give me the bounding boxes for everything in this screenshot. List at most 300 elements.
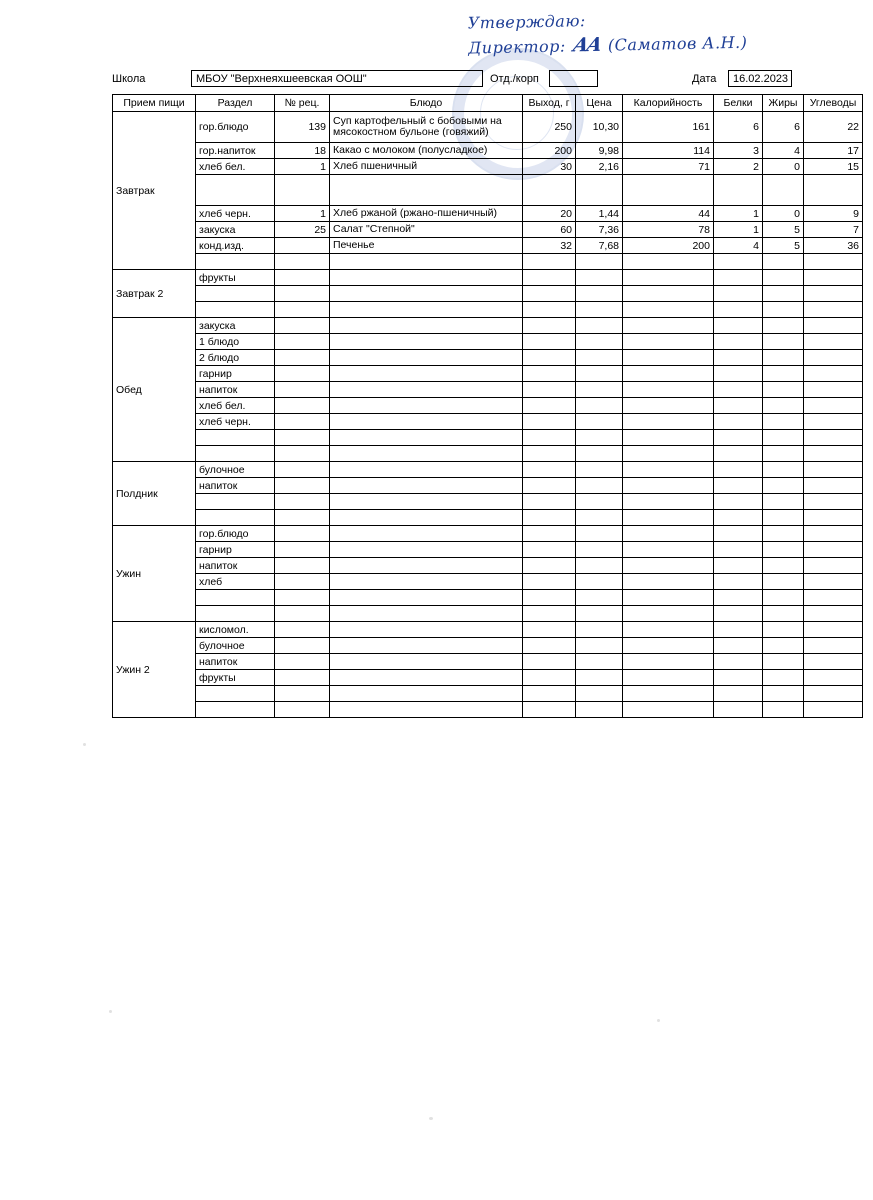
fat-cell[interactable]	[763, 638, 804, 654]
section-cell[interactable]: хлеб бел.	[196, 159, 275, 175]
recipe-number-cell[interactable]	[275, 526, 330, 542]
empty-cell[interactable]	[330, 686, 523, 702]
dish-cell[interactable]	[330, 670, 523, 686]
section-cell[interactable]: фрукты	[196, 270, 275, 286]
price-cell[interactable]	[576, 366, 623, 382]
empty-cell[interactable]	[523, 446, 576, 462]
dish-cell[interactable]	[330, 558, 523, 574]
carbs-cell[interactable]: 9	[804, 206, 863, 222]
price-cell[interactable]	[576, 318, 623, 334]
dish-cell[interactable]	[330, 270, 523, 286]
output-cell[interactable]	[523, 350, 576, 366]
protein-cell[interactable]	[714, 526, 763, 542]
empty-cell[interactable]	[196, 286, 275, 302]
section-cell[interactable]: напиток	[196, 382, 275, 398]
dish-cell[interactable]	[330, 478, 523, 494]
empty-cell[interactable]	[623, 702, 714, 718]
price-cell[interactable]	[576, 382, 623, 398]
dish-cell[interactable]	[330, 334, 523, 350]
section-cell[interactable]: булочное	[196, 462, 275, 478]
price-cell[interactable]: 2,16	[576, 159, 623, 175]
output-cell[interactable]	[523, 414, 576, 430]
output-cell[interactable]	[523, 366, 576, 382]
section-cell[interactable]: закуска	[196, 318, 275, 334]
calories-cell[interactable]: 44	[623, 206, 714, 222]
section-cell[interactable]: закуска	[196, 222, 275, 238]
section-cell[interactable]: гор.блюдо	[196, 112, 275, 143]
dish-cell[interactable]	[330, 222, 523, 238]
empty-cell[interactable]	[623, 686, 714, 702]
empty-cell[interactable]	[330, 430, 523, 446]
dish-cell[interactable]	[330, 574, 523, 590]
dish-cell[interactable]	[330, 654, 523, 670]
empty-cell[interactable]	[714, 494, 763, 510]
empty-cell[interactable]	[763, 702, 804, 718]
empty-cell[interactable]	[275, 606, 330, 622]
empty-cell[interactable]	[523, 702, 576, 718]
recipe-number-cell[interactable]	[275, 462, 330, 478]
carbs-cell[interactable]: 36	[804, 238, 863, 254]
empty-cell[interactable]	[763, 686, 804, 702]
calories-cell[interactable]	[623, 318, 714, 334]
empty-cell[interactable]	[576, 430, 623, 446]
protein-cell[interactable]	[714, 462, 763, 478]
recipe-number-cell[interactable]	[275, 670, 330, 686]
recipe-number-cell[interactable]	[275, 478, 330, 494]
output-cell[interactable]	[523, 398, 576, 414]
fat-cell[interactable]	[763, 558, 804, 574]
protein-cell[interactable]	[714, 366, 763, 382]
calories-cell[interactable]	[623, 638, 714, 654]
empty-cell[interactable]	[196, 686, 275, 702]
price-cell[interactable]: 9,98	[576, 143, 623, 159]
empty-cell[interactable]	[623, 590, 714, 606]
empty-cell[interactable]	[804, 430, 863, 446]
price-cell[interactable]	[576, 542, 623, 558]
empty-cell[interactable]	[714, 446, 763, 462]
price-cell[interactable]: 10,30	[576, 112, 623, 143]
carbs-cell[interactable]: 22	[804, 112, 863, 143]
price-cell[interactable]	[576, 334, 623, 350]
price-cell[interactable]	[576, 350, 623, 366]
dish-cell[interactable]	[330, 350, 523, 366]
protein-cell[interactable]: 1	[714, 222, 763, 238]
price-cell[interactable]	[576, 574, 623, 590]
output-cell[interactable]: 20	[523, 206, 576, 222]
empty-cell[interactable]	[714, 510, 763, 526]
dish-cell[interactable]	[330, 526, 523, 542]
recipe-number-cell[interactable]	[275, 366, 330, 382]
output-cell[interactable]	[523, 638, 576, 654]
recipe-number-cell[interactable]: 25	[275, 222, 330, 238]
price-cell[interactable]	[576, 462, 623, 478]
price-cell[interactable]	[576, 622, 623, 638]
calories-cell[interactable]: 161	[623, 112, 714, 143]
empty-cell[interactable]	[623, 494, 714, 510]
fat-cell[interactable]	[763, 366, 804, 382]
recipe-number-cell[interactable]	[275, 574, 330, 590]
price-cell[interactable]	[576, 478, 623, 494]
calories-cell[interactable]: 114	[623, 143, 714, 159]
empty-cell[interactable]	[804, 606, 863, 622]
calories-cell[interactable]	[623, 462, 714, 478]
empty-cell[interactable]	[330, 446, 523, 462]
recipe-number-cell[interactable]	[275, 318, 330, 334]
fat-cell[interactable]	[763, 654, 804, 670]
fat-cell[interactable]	[763, 526, 804, 542]
recipe-number-cell[interactable]	[275, 542, 330, 558]
fat-cell[interactable]: 4	[763, 143, 804, 159]
recipe-number-cell[interactable]	[275, 398, 330, 414]
empty-cell[interactable]	[330, 510, 523, 526]
dish-cell[interactable]	[330, 366, 523, 382]
output-cell[interactable]: 200	[523, 143, 576, 159]
fat-cell[interactable]	[763, 398, 804, 414]
protein-cell[interactable]	[714, 270, 763, 286]
empty-cell[interactable]	[714, 606, 763, 622]
calories-cell[interactable]	[623, 366, 714, 382]
dish-cell[interactable]	[330, 318, 523, 334]
fat-cell[interactable]	[763, 670, 804, 686]
carbs-cell[interactable]	[804, 670, 863, 686]
recipe-number-cell[interactable]	[275, 654, 330, 670]
empty-cell[interactable]	[804, 702, 863, 718]
calories-cell[interactable]	[623, 526, 714, 542]
section-cell[interactable]: конд.изд.	[196, 238, 275, 254]
fat-cell[interactable]	[763, 334, 804, 350]
protein-cell[interactable]	[714, 175, 763, 206]
empty-cell[interactable]	[196, 606, 275, 622]
output-cell[interactable]	[523, 542, 576, 558]
price-cell[interactable]	[576, 398, 623, 414]
calories-cell[interactable]	[623, 654, 714, 670]
empty-cell[interactable]	[763, 254, 804, 270]
protein-cell[interactable]	[714, 382, 763, 398]
section-cell[interactable]: фрукты	[196, 670, 275, 686]
fat-cell[interactable]	[763, 318, 804, 334]
empty-cell[interactable]	[623, 606, 714, 622]
output-cell[interactable]	[523, 382, 576, 398]
carbs-cell[interactable]	[804, 622, 863, 638]
empty-cell[interactable]	[275, 686, 330, 702]
empty-cell[interactable]	[804, 286, 863, 302]
empty-cell[interactable]	[330, 494, 523, 510]
empty-cell[interactable]	[275, 286, 330, 302]
recipe-number-cell[interactable]	[275, 334, 330, 350]
dish-cell[interactable]	[330, 622, 523, 638]
output-cell[interactable]	[523, 574, 576, 590]
empty-cell[interactable]	[196, 446, 275, 462]
output-cell[interactable]	[523, 670, 576, 686]
recipe-number-cell[interactable]	[275, 638, 330, 654]
carbs-cell[interactable]	[804, 350, 863, 366]
dish-cell[interactable]	[330, 542, 523, 558]
section-cell[interactable]: кисломол.	[196, 622, 275, 638]
carbs-cell[interactable]	[804, 398, 863, 414]
section-cell[interactable]: гор.напиток	[196, 143, 275, 159]
carbs-cell[interactable]: 15	[804, 159, 863, 175]
recipe-number-cell[interactable]	[275, 175, 330, 206]
date-value-field[interactable]: 16.02.2023	[728, 70, 792, 87]
empty-cell[interactable]	[523, 254, 576, 270]
fat-cell[interactable]	[763, 270, 804, 286]
fat-cell[interactable]	[763, 574, 804, 590]
empty-cell[interactable]	[275, 302, 330, 318]
carbs-cell[interactable]	[804, 334, 863, 350]
empty-cell[interactable]	[763, 446, 804, 462]
empty-cell[interactable]	[623, 510, 714, 526]
empty-cell[interactable]	[576, 446, 623, 462]
recipe-number-cell[interactable]	[275, 350, 330, 366]
calories-cell[interactable]	[623, 478, 714, 494]
output-cell[interactable]	[523, 318, 576, 334]
price-cell[interactable]	[576, 654, 623, 670]
protein-cell[interactable]	[714, 574, 763, 590]
fat-cell[interactable]	[763, 414, 804, 430]
empty-cell[interactable]	[714, 590, 763, 606]
recipe-number-cell[interactable]: 139	[275, 112, 330, 143]
section-cell[interactable]	[196, 175, 275, 206]
output-cell[interactable]	[523, 270, 576, 286]
protein-cell[interactable]	[714, 558, 763, 574]
dish-cell[interactable]	[330, 462, 523, 478]
output-cell[interactable]: 250	[523, 112, 576, 143]
calories-cell[interactable]	[623, 175, 714, 206]
empty-cell[interactable]	[804, 302, 863, 318]
output-cell[interactable]: 32	[523, 238, 576, 254]
protein-cell[interactable]: 4	[714, 238, 763, 254]
fat-cell[interactable]	[763, 622, 804, 638]
carbs-cell[interactable]	[804, 542, 863, 558]
section-cell[interactable]: хлеб черн.	[196, 206, 275, 222]
empty-cell[interactable]	[804, 590, 863, 606]
empty-cell[interactable]	[576, 510, 623, 526]
calories-cell[interactable]	[623, 670, 714, 686]
fat-cell[interactable]: 6	[763, 112, 804, 143]
empty-cell[interactable]	[576, 702, 623, 718]
section-cell[interactable]: напиток	[196, 478, 275, 494]
fat-cell[interactable]	[763, 175, 804, 206]
empty-cell[interactable]	[523, 590, 576, 606]
carbs-cell[interactable]	[804, 270, 863, 286]
output-cell[interactable]	[523, 462, 576, 478]
empty-cell[interactable]	[623, 446, 714, 462]
calories-cell[interactable]: 200	[623, 238, 714, 254]
protein-cell[interactable]	[714, 478, 763, 494]
empty-cell[interactable]	[763, 286, 804, 302]
fat-cell[interactable]: 0	[763, 206, 804, 222]
empty-cell[interactable]	[523, 606, 576, 622]
protein-cell[interactable]	[714, 638, 763, 654]
empty-cell[interactable]	[623, 430, 714, 446]
carbs-cell[interactable]: 7	[804, 222, 863, 238]
empty-cell[interactable]	[804, 494, 863, 510]
price-cell[interactable]: 1,44	[576, 206, 623, 222]
protein-cell[interactable]	[714, 622, 763, 638]
empty-cell[interactable]	[196, 302, 275, 318]
recipe-number-cell[interactable]	[275, 270, 330, 286]
calories-cell[interactable]	[623, 382, 714, 398]
fat-cell[interactable]: 5	[763, 222, 804, 238]
empty-cell[interactable]	[330, 606, 523, 622]
fat-cell[interactable]	[763, 382, 804, 398]
protein-cell[interactable]	[714, 350, 763, 366]
fat-cell[interactable]	[763, 462, 804, 478]
empty-cell[interactable]	[804, 510, 863, 526]
empty-cell[interactable]	[196, 510, 275, 526]
calories-cell[interactable]: 71	[623, 159, 714, 175]
fat-cell[interactable]: 5	[763, 238, 804, 254]
carbs-cell[interactable]	[804, 638, 863, 654]
empty-cell[interactable]	[763, 590, 804, 606]
output-cell[interactable]	[523, 478, 576, 494]
dish-cell[interactable]	[330, 206, 523, 222]
dish-cell[interactable]	[330, 112, 523, 143]
empty-cell[interactable]	[576, 606, 623, 622]
calories-cell[interactable]	[623, 334, 714, 350]
empty-cell[interactable]	[623, 302, 714, 318]
empty-cell[interactable]	[196, 494, 275, 510]
empty-cell[interactable]	[714, 302, 763, 318]
carbs-cell[interactable]	[804, 414, 863, 430]
price-cell[interactable]	[576, 270, 623, 286]
carbs-cell[interactable]	[804, 558, 863, 574]
empty-cell[interactable]	[275, 702, 330, 718]
empty-cell[interactable]	[330, 302, 523, 318]
protein-cell[interactable]: 1	[714, 206, 763, 222]
empty-cell[interactable]	[196, 430, 275, 446]
fat-cell[interactable]	[763, 350, 804, 366]
carbs-cell[interactable]	[804, 574, 863, 590]
carbs-cell[interactable]	[804, 654, 863, 670]
empty-cell[interactable]	[623, 254, 714, 270]
price-cell[interactable]	[576, 670, 623, 686]
recipe-number-cell[interactable]	[275, 382, 330, 398]
dish-cell[interactable]	[330, 382, 523, 398]
empty-cell[interactable]	[196, 702, 275, 718]
empty-cell[interactable]	[576, 254, 623, 270]
output-cell[interactable]	[523, 622, 576, 638]
recipe-number-cell[interactable]	[275, 238, 330, 254]
dish-cell[interactable]	[330, 175, 523, 206]
carbs-cell[interactable]	[804, 175, 863, 206]
output-cell[interactable]	[523, 558, 576, 574]
price-cell[interactable]	[576, 175, 623, 206]
carbs-cell[interactable]	[804, 382, 863, 398]
protein-cell[interactable]: 3	[714, 143, 763, 159]
section-cell[interactable]: 1 блюдо	[196, 334, 275, 350]
empty-cell[interactable]	[275, 430, 330, 446]
price-cell[interactable]	[576, 638, 623, 654]
empty-cell[interactable]	[714, 686, 763, 702]
empty-cell[interactable]	[804, 446, 863, 462]
empty-cell[interactable]	[576, 286, 623, 302]
output-cell[interactable]	[523, 654, 576, 670]
output-cell[interactable]	[523, 334, 576, 350]
price-cell[interactable]	[576, 414, 623, 430]
calories-cell[interactable]	[623, 542, 714, 558]
empty-cell[interactable]	[275, 446, 330, 462]
section-cell[interactable]: напиток	[196, 654, 275, 670]
recipe-number-cell[interactable]	[275, 558, 330, 574]
empty-cell[interactable]	[763, 494, 804, 510]
empty-cell[interactable]	[714, 254, 763, 270]
recipe-number-cell[interactable]	[275, 414, 330, 430]
department-value-field[interactable]	[549, 70, 598, 87]
empty-cell[interactable]	[330, 590, 523, 606]
protein-cell[interactable]: 2	[714, 159, 763, 175]
protein-cell[interactable]	[714, 318, 763, 334]
empty-cell[interactable]	[196, 590, 275, 606]
output-cell[interactable]: 30	[523, 159, 576, 175]
school-value-field[interactable]: МБОУ "Верхнеяхшеевская ООШ"	[191, 70, 483, 87]
calories-cell[interactable]	[623, 574, 714, 590]
section-cell[interactable]: гор.блюдо	[196, 526, 275, 542]
calories-cell[interactable]	[623, 414, 714, 430]
section-cell[interactable]: хлеб	[196, 574, 275, 590]
fat-cell[interactable]: 0	[763, 159, 804, 175]
carbs-cell[interactable]	[804, 462, 863, 478]
empty-cell[interactable]	[523, 510, 576, 526]
recipe-number-cell[interactable]	[275, 622, 330, 638]
section-cell[interactable]: напиток	[196, 558, 275, 574]
output-cell[interactable]	[523, 175, 576, 206]
dish-cell[interactable]	[330, 414, 523, 430]
carbs-cell[interactable]	[804, 366, 863, 382]
recipe-number-cell[interactable]: 1	[275, 206, 330, 222]
dish-cell[interactable]	[330, 143, 523, 159]
price-cell[interactable]: 7,36	[576, 222, 623, 238]
empty-cell[interactable]	[523, 302, 576, 318]
calories-cell[interactable]	[623, 270, 714, 286]
section-cell[interactable]: хлеб черн.	[196, 414, 275, 430]
protein-cell[interactable]	[714, 398, 763, 414]
protein-cell[interactable]: 6	[714, 112, 763, 143]
empty-cell[interactable]	[763, 606, 804, 622]
empty-cell[interactable]	[330, 702, 523, 718]
empty-cell[interactable]	[804, 686, 863, 702]
price-cell[interactable]: 7,68	[576, 238, 623, 254]
empty-cell[interactable]	[576, 302, 623, 318]
empty-cell[interactable]	[330, 286, 523, 302]
empty-cell[interactable]	[275, 510, 330, 526]
empty-cell[interactable]	[576, 686, 623, 702]
empty-cell[interactable]	[714, 430, 763, 446]
empty-cell[interactable]	[714, 702, 763, 718]
empty-cell[interactable]	[623, 286, 714, 302]
section-cell[interactable]: гарнир	[196, 366, 275, 382]
empty-cell[interactable]	[523, 430, 576, 446]
price-cell[interactable]	[576, 558, 623, 574]
calories-cell[interactable]	[623, 558, 714, 574]
calories-cell[interactable]	[623, 398, 714, 414]
output-cell[interactable]: 60	[523, 222, 576, 238]
empty-cell[interactable]	[523, 494, 576, 510]
empty-cell[interactable]	[523, 286, 576, 302]
price-cell[interactable]	[576, 526, 623, 542]
protein-cell[interactable]	[714, 654, 763, 670]
dish-cell[interactable]	[330, 398, 523, 414]
empty-cell[interactable]	[763, 430, 804, 446]
section-cell[interactable]: 2 блюдо	[196, 350, 275, 366]
carbs-cell[interactable]	[804, 478, 863, 494]
dish-cell[interactable]	[330, 159, 523, 175]
protein-cell[interactable]	[714, 334, 763, 350]
empty-cell[interactable]	[576, 494, 623, 510]
empty-cell[interactable]	[330, 254, 523, 270]
section-cell[interactable]: гарнир	[196, 542, 275, 558]
recipe-number-cell[interactable]: 18	[275, 143, 330, 159]
